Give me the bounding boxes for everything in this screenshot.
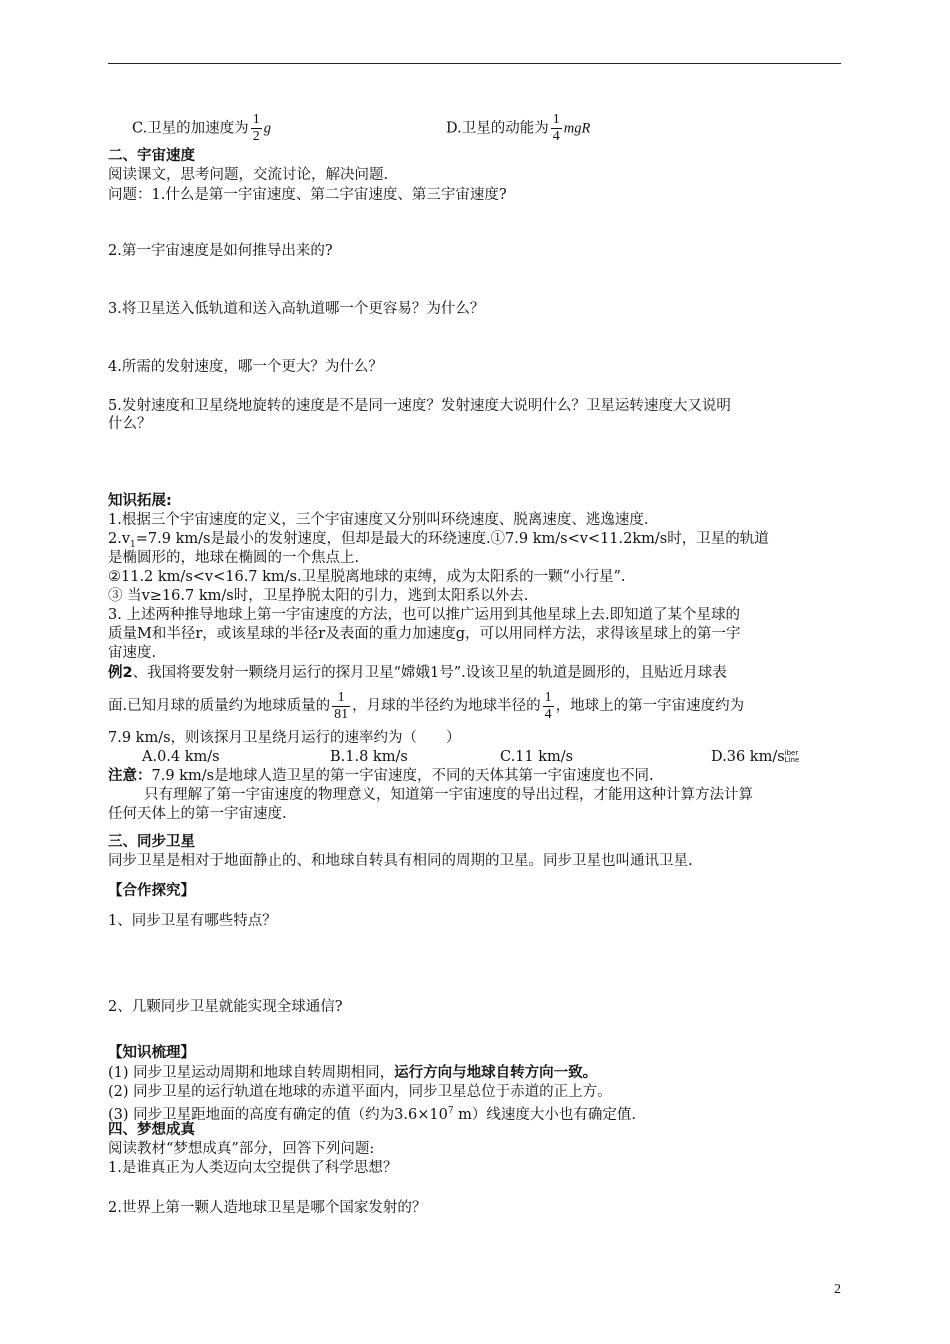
extension-line-6: 3. 上述两种推导地球上第一宇宙速度的方法，也可以推广运用到其他星球上去.即知道了某个星球的 xyxy=(108,607,741,623)
option-c-fraction xyxy=(251,112,262,145)
fraction-1-81 xyxy=(332,690,350,723)
extension-line-4: ②11.2 km/s<v<16.7 km/s.卫星脱离地球的束缚，成为太阳系的一颗“小行星”. xyxy=(108,569,626,585)
note-line1 xyxy=(108,766,654,786)
fraction-1-4 xyxy=(543,690,554,723)
option-c xyxy=(132,112,271,145)
summary-line-1 xyxy=(108,1063,597,1083)
option-d xyxy=(446,112,590,145)
summary-line-1-bold: 运行方向与地球自转方向一致。 xyxy=(394,1065,598,1081)
fraction-denominator: 81 xyxy=(334,706,349,722)
fraction-denominator: 4 xyxy=(544,706,552,722)
section4-title: 四、梦想成真 xyxy=(108,1122,195,1138)
extension-line-7: 质量M和半径r，或该星球的半径r及表面的重力加速度g，可以用同样方法，求得该星球上的第一宇 xyxy=(108,626,741,642)
summary-line-2: (2) 同步卫星的运行轨道在地球的赤道平面内，同步卫星总位于赤道的正上方。 xyxy=(108,1084,612,1100)
exponent: 7 xyxy=(447,1106,454,1116)
header-rule xyxy=(108,63,841,64)
question-2: 2.第一宇宙速度是如何推导出来的? xyxy=(108,243,333,259)
example-2-line2 xyxy=(108,688,744,724)
option-c-variable: g xyxy=(263,120,271,137)
question-3: 3.将卫星送入低轨道和送入高轨道哪一个更容易？为什么？ xyxy=(108,301,485,317)
section3-definition: 同步卫星是相对于地面静止的、和地球自转具有相同的周期的卫星。同步卫星也叫通讯卫星. xyxy=(108,853,693,869)
summary-line-3-tail: m）线速度大小也有确定值. xyxy=(453,1106,637,1123)
option-c-text: C.卫星的加速度为 xyxy=(132,120,249,137)
fraction-numerator: 1 xyxy=(332,690,350,707)
page-number: 2 xyxy=(834,1282,841,1297)
option-d-fraction xyxy=(551,112,562,145)
extension-line-8: 宙速度. xyxy=(108,645,157,661)
note-line2: 只有理解了第一宇宙速度的物理意义，知道第一宇宙速度的导出过程，才能用这种计算方法计算 xyxy=(144,787,753,803)
extension-line-3: 是椭圆形的，地球在椭圆的一个焦点上. xyxy=(108,550,360,566)
example-2-text: 面.已知月球的质量约为地球质量的 xyxy=(108,698,331,714)
fraction-denominator: 2 xyxy=(252,129,260,144)
example-2-text: ，地球上的第一宇宙速度约为 xyxy=(555,698,745,714)
section4-intro: 阅读教材“梦想成真”部分，回答下列问题: xyxy=(108,1141,375,1157)
section4-question-1: 1.是谁真正为人类迈向太空提供了科学思想？ xyxy=(108,1160,398,1176)
extension-line-1: 1.根据三个宇宙速度的定义，三个宇宙速度又分别叫环绕速度、脱离速度、逃逸速度. xyxy=(108,512,649,528)
note-label: 注意： xyxy=(108,768,152,784)
question-1: 问题：1.什么是第一宇宙速度、第二宇宙速度、第三宇宙速度? xyxy=(108,187,507,203)
question-5-line1: 5.发射速度和卫星绕地旋转的速度是不是同一速度？发射速度大说明什么？卫星运转速度大又说明 xyxy=(108,398,731,414)
extension-title: 知识拓展: xyxy=(108,493,172,509)
option-d-text: D.卫星的动能为 xyxy=(446,120,549,137)
cooperation-title: 【合作探究】 xyxy=(108,883,195,899)
note-text: 7.9 km/s是地球人造卫星的第一宇宙速度，不同的天体其第一宇宙速度也不同. xyxy=(151,768,654,784)
question-4: 4.所需的发射速度，哪一个更大？为什么？ xyxy=(108,359,383,375)
example-2-option-b: B.1.8 km/s xyxy=(330,749,408,765)
example-2-option-d-text: D.36 km/s xyxy=(711,749,785,765)
section2-intro: 阅读课文，思考问题，交流讨论，解决问题. xyxy=(108,167,389,183)
summary-line-1-text: (1) 同步卫星运动周期和地球自转周期相同， xyxy=(108,1065,395,1081)
watermark-top: iber xyxy=(784,749,799,757)
cooperation-question-1: 1、同步卫星有哪些特点？ xyxy=(108,913,277,929)
example-2-option-a: A.0.4 km/s xyxy=(142,749,220,765)
example-2-text: 、我国将要发射一颗绕月运行的探月卫星“嫦娥1号”.设该卫星的轨道是圆形的，且贴近月球表 xyxy=(132,665,727,681)
fraction-numerator: 1 xyxy=(552,112,560,127)
watermark-mark xyxy=(785,750,800,764)
example-2-line3: 7.9 km/s，则该探月卫星绕月运行的速率约为（ ） xyxy=(108,730,461,746)
velocity-symbol: 2.v xyxy=(108,531,131,547)
note-line3: 任何天体上的第一宇宙速度. xyxy=(108,806,287,822)
fraction-denominator: 4 xyxy=(552,129,560,144)
velocity-subscript: 1 xyxy=(130,539,136,550)
cooperation-question-2: 2、几颗同步卫星就能实现全球通信? xyxy=(108,999,343,1015)
summary-line-3-text: (3) 同步卫星距地面的高度有确定的值（约为3.6×10 xyxy=(108,1106,448,1123)
section3-title: 三、同步卫星 xyxy=(108,834,195,850)
section2-title: 二、宇宙速度 xyxy=(108,148,195,164)
extension-line-5: ③ 当v≥16.7 km/s时，卫星挣脱太阳的引力，逃到太阳系以外去. xyxy=(108,588,529,604)
option-d-variable: mgR xyxy=(563,120,591,137)
question-5-line2: 什么？ xyxy=(108,416,152,432)
example-2-option-c: C.11 km/s xyxy=(500,749,574,765)
example-2-option-d xyxy=(711,747,799,767)
section4-question-2: 2.世界上第一颗人造地球卫星是哪个国家发射的？ xyxy=(108,1200,427,1216)
summary-title: 【知识梳理】 xyxy=(108,1045,195,1061)
example-2-label: 例2 xyxy=(108,665,133,681)
watermark-bottom: Line xyxy=(784,756,800,764)
example-2-line1 xyxy=(108,663,727,683)
fraction-numerator: 1 xyxy=(544,689,552,705)
extension-line-2-text: =7.9 km/s是最小的发射速度，但却是最大的环绕速度.①7.9 km/s<v<11.2km/s时，卫星的轨道 xyxy=(135,531,769,547)
fraction-numerator: 1 xyxy=(252,112,260,127)
example-2-text: ，月球的半径约为地球半径的 xyxy=(352,698,541,714)
